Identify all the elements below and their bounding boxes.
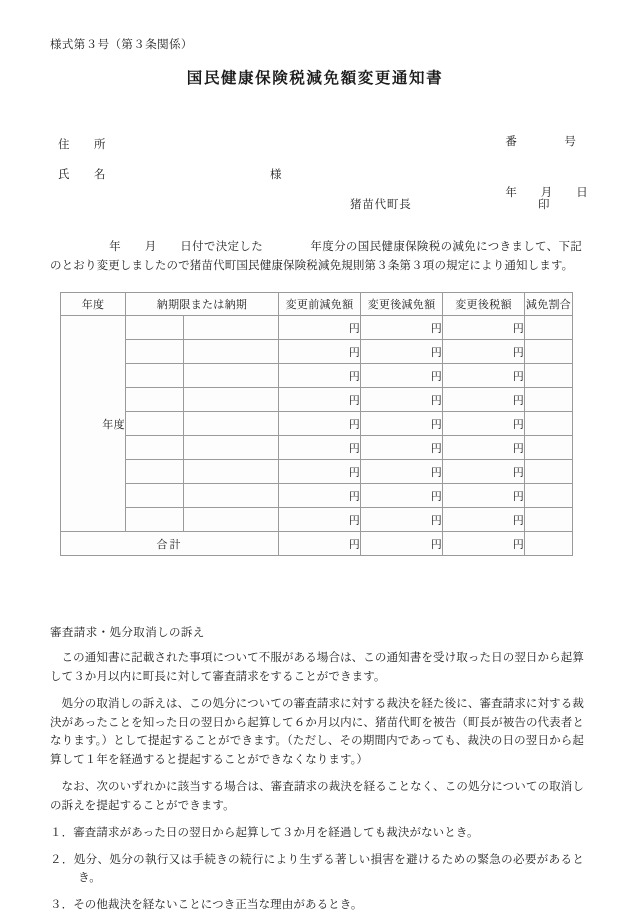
before-amount-cell[interactable]: 円 — [279, 316, 361, 340]
table-row — [61, 436, 573, 460]
table-row — [61, 484, 573, 508]
reduction-rate-cell[interactable] — [525, 364, 573, 388]
table-row — [61, 316, 573, 340]
due-period-a-cell[interactable] — [126, 388, 184, 412]
table-row — [61, 388, 573, 412]
reduction-table — [60, 292, 573, 556]
due-period-b-cell[interactable] — [184, 460, 279, 484]
exception-item-text: 処分、処分の執行又は手続きの続行により生ずる著しい損害を避けるための緊急の必要があるとき。 — [73, 853, 584, 884]
reduction-rate-cell[interactable] — [525, 436, 573, 460]
document-date-label: 年 月 日 — [505, 187, 588, 199]
total-label: 合計 — [61, 532, 279, 556]
reduction-rate-cell[interactable] — [525, 484, 573, 508]
tax-amount-cell[interactable]: 円 — [443, 316, 525, 340]
after-amount-cell[interactable]: 円 — [361, 364, 443, 388]
after-amount-cell[interactable]: 円 — [361, 436, 443, 460]
address-label: 住 所 — [58, 139, 106, 151]
appeal-exception-item — [50, 851, 584, 888]
before-amount-cell[interactable]: 円 — [279, 412, 361, 436]
table-row — [61, 412, 573, 436]
appeal-notice-heading: 審査請求・処分取消しの訴え — [50, 627, 205, 639]
before-amount-cell[interactable]: 円 — [279, 388, 361, 412]
due-period-a-cell[interactable] — [126, 412, 184, 436]
tax-amount-cell[interactable]: 円 — [443, 364, 525, 388]
exception-item-number: ２． — [50, 853, 74, 866]
appeal-notice-section — [50, 624, 584, 922]
after-amount-cell[interactable]: 円 — [361, 388, 443, 412]
tax-amount-cell[interactable]: 円 — [443, 460, 525, 484]
reduction-rate-cell[interactable] — [525, 388, 573, 412]
before-amount-cell[interactable]: 円 — [279, 340, 361, 364]
exception-item-number: ３． — [50, 898, 74, 911]
after-amount-cell[interactable]: 円 — [361, 508, 443, 532]
honorific-suffix: 様 — [270, 169, 282, 181]
after-amount-cell[interactable]: 円 — [361, 484, 443, 508]
col-header-year: 年度 — [61, 293, 126, 316]
before-amount-cell[interactable]: 円 — [279, 484, 361, 508]
total-tax-amount[interactable]: 円 — [443, 532, 525, 556]
before-amount-cell[interactable]: 円 — [279, 460, 361, 484]
reduction-table-wrapper — [60, 292, 572, 556]
due-period-b-cell[interactable] — [184, 436, 279, 460]
due-period-a-cell[interactable] — [126, 484, 184, 508]
appeal-paragraph-2: 処分の取消しの訴えは、この処分についての審査請求に対する裁決を経た後に、審査請求に対する裁決があったことを知った日の翌日から起算して６か月以内に、猪苗代町を被告（町長が被告の代表者となります。）として提起することができます。（ただし、その期間内であっても、裁決の日の翌日から起算して１年を経過すると提起することができなくなります。） — [50, 698, 584, 766]
reduction-table-body — [61, 316, 573, 532]
reduction-rate-cell[interactable] — [525, 340, 573, 364]
table-row — [61, 460, 573, 484]
before-amount-cell[interactable]: 円 — [279, 436, 361, 460]
due-period-b-cell[interactable] — [184, 484, 279, 508]
due-period-b-cell[interactable] — [184, 316, 279, 340]
col-header-before: 変更前減免額 — [279, 293, 361, 316]
exception-item-text: 審査請求があった日の翌日から起算して３か月を経過しても裁決がないとき。 — [73, 827, 479, 839]
after-amount-cell[interactable]: 円 — [361, 412, 443, 436]
reduction-rate-cell[interactable] — [525, 460, 573, 484]
tax-amount-cell[interactable]: 円 — [443, 388, 525, 412]
tax-amount-cell[interactable]: 円 — [443, 412, 525, 436]
before-amount-cell[interactable]: 円 — [279, 364, 361, 388]
page-title: 国民健康保険税減免額変更通知書 — [186, 70, 444, 87]
tax-amount-cell[interactable]: 円 — [443, 484, 525, 508]
due-period-a-cell[interactable] — [126, 340, 184, 364]
tax-amount-cell[interactable]: 円 — [443, 340, 525, 364]
reduction-rate-cell[interactable] — [525, 316, 573, 340]
col-header-rate: 減免割合 — [525, 293, 573, 316]
total-before-amount[interactable]: 円 — [279, 532, 361, 556]
total-after-amount[interactable]: 円 — [361, 532, 443, 556]
due-period-a-cell[interactable] — [126, 316, 184, 340]
table-row — [61, 364, 573, 388]
table-header-row — [61, 293, 573, 316]
tax-amount-cell[interactable]: 円 — [443, 436, 525, 460]
exception-item-number: １． — [50, 827, 74, 839]
due-period-a-cell[interactable] — [126, 364, 184, 388]
table-row — [61, 340, 573, 364]
exception-item-text: その他裁決を経ないことにつき正当な理由があるとき。 — [73, 898, 363, 911]
table-row — [61, 508, 573, 532]
col-header-tax: 変更後税額 — [443, 293, 525, 316]
col-header-due-date: 納期限または納期 — [126, 293, 279, 316]
appeal-exception-item — [50, 824, 584, 843]
after-amount-cell[interactable]: 円 — [361, 340, 443, 364]
reduction-rate-cell[interactable] — [525, 508, 573, 532]
total-rate-cell[interactable] — [525, 532, 573, 556]
due-period-b-cell[interactable] — [184, 508, 279, 532]
due-period-a-cell[interactable] — [126, 460, 184, 484]
due-period-b-cell[interactable] — [184, 412, 279, 436]
due-period-a-cell[interactable] — [126, 436, 184, 460]
document-meta — [505, 100, 588, 236]
due-period-b-cell[interactable] — [184, 388, 279, 412]
due-period-a-cell[interactable] — [126, 508, 184, 532]
form-number: 様式第３号（第３条関係） — [50, 39, 193, 51]
appeal-paragraph-1: この通知書に記載された事項について不服がある場合は、この通知書を受け取った日の翌日から起算して３か月以内に町長に対して審査請求をすることができます。 — [50, 652, 584, 683]
year-merged-cell[interactable]: 年度 — [61, 316, 126, 532]
body-paragraph: 年 月 日付で決定した 年度分の国民健康保険税の減免につきまして、下記のとおり変更しましたので猪苗代町国民健康保険税減免規則第３条第３項の規定により通知します。 — [50, 241, 582, 272]
table-total-row — [61, 532, 573, 556]
tax-amount-cell[interactable]: 円 — [443, 508, 525, 532]
col-header-after: 変更後減免額 — [361, 293, 443, 316]
due-period-b-cell[interactable] — [184, 340, 279, 364]
appeal-exception-item — [50, 896, 584, 915]
before-amount-cell[interactable]: 円 — [279, 508, 361, 532]
issuer-name: 猪苗代町長 — [350, 199, 412, 211]
appeal-paragraph-3: なお、次のいずれかに該当する場合は、審査請求の裁決を経ることなく、この処分についての取消しの訴えを提起することができます。 — [50, 781, 584, 812]
after-amount-cell[interactable]: 円 — [361, 316, 443, 340]
reduction-rate-cell[interactable] — [525, 412, 573, 436]
name-label: 氏 名 — [58, 169, 106, 181]
seal-mark: 印 — [538, 199, 550, 211]
after-amount-cell[interactable]: 円 — [361, 460, 443, 484]
document-number-label: 番 号 — [505, 136, 577, 148]
appeal-exception-list — [50, 824, 584, 914]
due-period-b-cell[interactable] — [184, 364, 279, 388]
